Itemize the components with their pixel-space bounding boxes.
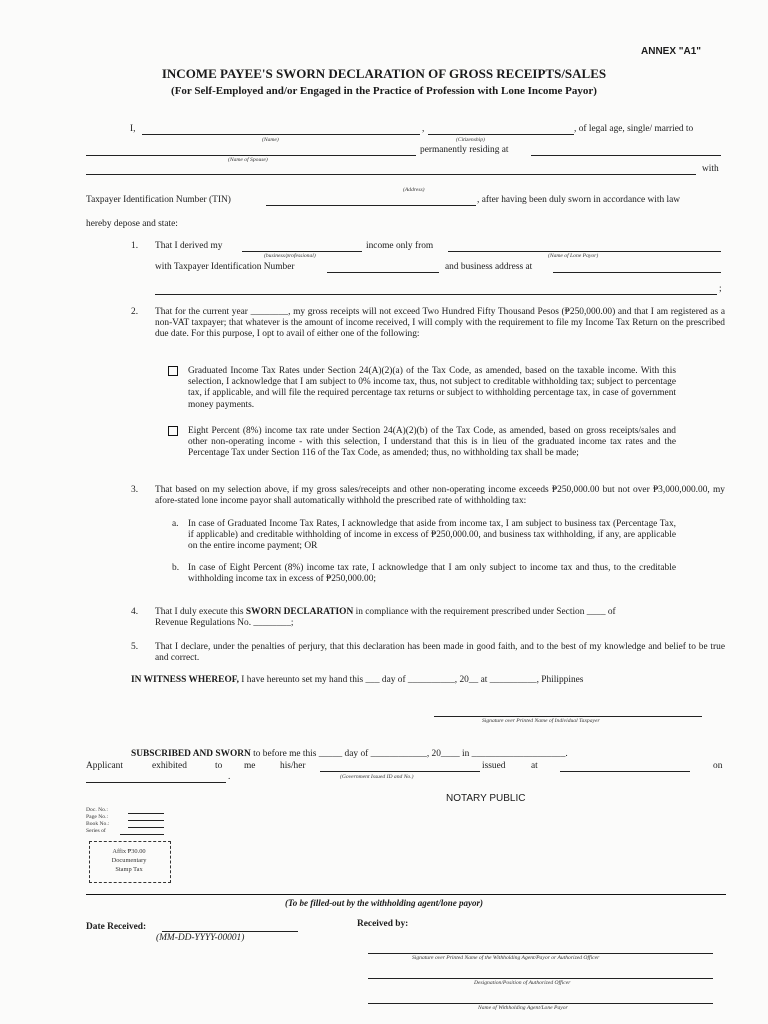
name-caption: (Name) [262,137,279,143]
item3-text: That based on my selection above, if my gross sales/receipts and other non-operating income exceeds ₱250,000.00 but not over ₱3,000,000.00, my afore-stated lone income payor shall automatically withhold the prescribed rate of withholding tax: [155,485,725,507]
legal-age-text: , of legal age, single/ married to [574,124,694,134]
graduated-rate-checkbox[interactable] [168,366,178,376]
tin-suffix: , after having been duly sworn in accordance with law [477,195,681,205]
stamp-text-3: Stamp Tax [115,866,143,873]
series-label: Series of [86,828,106,834]
designation-caption: Designation/Position of Authorized Officer [474,980,571,986]
item3-b-text: In case of Eight Percent (8%) income tax rate, I acknowledge that I am only subject to income tax and thus, to the creditable withholding income tax in excess of ₱250,000.00; [188,563,676,585]
citizenship-field[interactable] [428,134,574,135]
withholding-agent-caption: Name of Withholding Agent/Lone Payor [478,1005,568,1011]
book-no-label: Book No.: [86,821,110,827]
received-by-label: Received by: [357,919,409,929]
exhibited-text: exhibited [152,761,187,771]
authorized-officer-caption: Signature over Printed Name of the Withholding Agent/Payor or Authorized Officer [412,955,600,961]
item5-text: That I declare, under the penalties of perjury, that this declaration has been made in good faith, and to the best of my knowledge and belief to be true and correct. [155,642,725,664]
name-field[interactable] [142,134,420,135]
government-id-caption: (Government Issued ID and No.) [340,774,414,780]
item4-text: That I duly execute this SWORN DECLARATION in compliance with the requirement prescribed under Section ____ of [155,607,616,617]
to-text: to [215,761,223,771]
item1-num: 1. [131,241,139,251]
date-received-field[interactable] [162,931,298,932]
i-label: I, [130,124,136,134]
lone-payor-field[interactable] [448,251,721,252]
eight-percent-text: Eight Percent (8%) income tax rate under Section 24(A)(2)(b) of the Tax Code, as amended, based on gross receipts/sales and other non-operating income - with this selection, I understand that this is in lieu of the graduated income tax rates and the Percentage Tax under Section 116 of the Tax Code, as amended; thus, no withholding tax shall be made; [188,426,676,459]
with-text: with [702,164,719,174]
item4-text-2: Revenue Regulations No. ________; [155,618,294,628]
item1-end: ; [719,284,722,294]
item4-num: 4. [131,607,139,617]
doc-no-field[interactable] [128,813,164,814]
residing-text: permanently residing at [420,145,509,155]
citizenship-caption: (Citizenship) [456,137,485,143]
item3-b-label: b. [172,563,180,573]
series-field[interactable] [120,834,164,835]
government-id-field[interactable] [320,771,480,772]
item3-num: 3. [131,485,139,495]
withholding-agent-name-field[interactable] [368,1003,713,1004]
on-text: on [713,761,723,771]
authorized-officer-signature-field[interactable] [368,953,713,954]
item5-num: 5. [131,642,139,652]
page-no-label: Page No.: [86,814,109,820]
tin-label: Taxpayer Identification Number (TIN) [86,195,231,205]
page-subtitle: (For Self-Employed and/or Engaged in the Practice of Profession with Lone Income Payor) [171,85,597,97]
agent-section-header: (To be filled-out by the withholding agent/lone payor) [285,898,483,908]
payor-address-field-2[interactable] [155,294,717,295]
designation-field[interactable] [368,978,713,979]
issued-at-field[interactable] [560,771,690,772]
item2-text: That for the current year ________, my gross receipts will not exceed Two Hundred Fifty Thousand Pesos (₱250,000.00) and that I am registered as a non-VAT taxpayer; that whatever is the amount of income received, I will comply with the requirement to file my Income Tax Return on the prescribed due date. For this purpose, I opt to avail of either one of the following: [155,307,725,340]
payor-address-field[interactable] [553,272,721,273]
issued-text: issued [482,761,506,771]
item1-tin-text: with Taxpayer Identification Number [155,262,295,272]
sworn-declaration-form: ANNEX "A1" INCOME PAYEE'S SWORN DECLARATION OF GROSS RECEIPTS/SALES (For Self-Employed and/or Engaged in the Practice of Profession with Lone Income Payor) I, , , of legal age, single/ married to (Name) (Citizenship) permanently residing at (Name of Spouse) with (Address) Taxpayer Identification Number (TIN) , after having been duly sworn in accordance with law hereby depose and state: 1. That I derived my income only from (business/professional) (Name of Lone Payor) with Taxpayer Identification Number and business address at ; 2. That for the current year ________, my gross receipts will not exceed Two Hundred Fifty Thousand Pesos (₱250,000.00) and that I am registered as a non-VAT taxpayer; that whatever is the amount of income received, I will comply with the requirement to file my Income Tax Return on the prescribed due date. For this purpose, I opt to avail of either one of the following: Graduated Income Tax Rates under Section 24(A)(2)(a) of the Tax Code, as amended, based on the taxable income. With this selection, I acknowledge that I am subject to 0% income tax, thus, not subject to creditable withholding tax; subject to percentage tax, if applicable, and will file the required percentage tax returns or subject to withholding percentage tax, in case of government money payments. Eight Percent (8%) income tax rate under Section 24(A)(2)(b) of the Tax Code, as amended, based on gross receipts/sales and other non-operating income - with this selection, I understand that this is in lieu of the graduated income tax rates and the Percentage Tax under Section 116 of the Tax Code, as amended; thus, no withholding tax shall be made; 3. That based on my selection above, if my gross sales/receipts and other non-operating income exceeds ₱250,000.00 but not over ₱3,000,000.00, my afore-stated lone income payor shall automatically withhold the prescribed rate of withholding tax: a. In case of Graduated Income Tax Rates, I acknowledge that aside from income tax, I am subject to business tax (Percentage Tax, if applicable) and creditable withholding of income in excess of ₱250,000.00, and business tax withholding, if any, are applicable on the entire income payment; OR b. In case of Eight Percent (8%) income tax rate, I acknowledge that I am only subject to income tax and thus, to the creditable withholding income tax in excess of ₱250,000.00; 4. That I duly execute this SWORN DECLARATION in compliance with the requirement prescribed under Section ____ of Revenue Regulations No. ________; 5. That I declare, under the penalties of perjury, that this declaration has been made in good faith, and to the best of my knowledge and belief to be true and correct. IN WITNESS WHEREOF, I have hereunto set my hand this ___ day of __________, 20__ at __________, Philippines Signature over Printed Name of Individual Taxpayer SUBSCRIBED AND SWORN to before me this _____ day of ____________, 20____ in ____________________. Applicant exhibited to me his/her issued at on . (Government Issued ID and No.) NOTARY PUBLIC Doc. No.: Page No.: Book No.: Series of Affix ₱30.00 Documentary Stamp Tax (To be filled-out by the withholding agent/lone payor) Date Received: (MM-DD-YYYY-00001) Received by: Signature over Printed Name of the Withholding Agent/Payor or Authorized Officer Designation/Position of Authorized Officer Name of Withholding Agent/Lone Payor [0,0,768,1024]
item2-num: 2. [131,307,139,317]
taxpayer-signature-field[interactable] [434,716,702,717]
issued-on-field[interactable] [86,782,226,783]
item1-address-text: and business address at [445,262,533,272]
applicant-text: Applicant [86,761,123,771]
date-format-hint: (MM-DD-YYYY-00001) [156,933,245,943]
eight-percent-checkbox[interactable] [168,426,178,436]
tin-field[interactable] [266,205,476,206]
me-text: me [244,761,256,771]
notary-public-label: NOTARY PUBLIC [446,793,526,804]
depose-text: hereby depose and state: [86,219,178,229]
annex-label: ANNEX "A1" [641,46,702,57]
address-field[interactable] [86,174,696,175]
taxpayer-signature-caption: Signature over Printed Name of Individual Taxpayer [482,718,600,724]
business-field[interactable] [242,251,362,252]
witness-text: IN WITNESS WHEREOF, I have hereunto set my hand this ___ day of __________, 20__ at __________, Philippines [131,675,584,685]
at-text: at [531,761,538,771]
page-title: INCOME PAYEE'S SWORN DECLARATION OF GROSS RECEIPTS/SALES [161,66,607,81]
doc-no-label: Doc. No.: [86,807,108,813]
subscribed-text: SUBSCRIBED AND SWORN to before me this _____ day of ____________, 20____ in ____________________. [131,749,568,759]
spouse-field[interactable] [86,155,416,156]
stamp-text-1: Affix ₱30.00 [112,848,146,855]
stamp-text-2: Documentary [111,857,147,864]
address-caption: (Address) [403,187,425,193]
payor-caption: (Name of Lone Payor) [548,253,599,259]
item1-text-a: That I derived my [155,241,223,251]
date-received-label: Date Received: [86,922,147,932]
payor-tin-field[interactable] [327,272,439,273]
business-caption: (business/professional) [264,253,316,259]
item3-a-label: a. [172,519,179,529]
section-divider [86,894,726,895]
spouse-caption: (Name of Spouse) [228,157,268,163]
residence-field[interactable] [531,155,721,156]
page-no-field[interactable] [128,820,164,821]
item1-text-b: income only from [366,241,434,251]
his-her-text: his/her [280,761,306,771]
book-no-field[interactable] [128,827,164,828]
graduated-rate-text: Graduated Income Tax Rates under Section 24(A)(2)(a) of the Tax Code, as amended, based on the taxable income. With this selection, I acknowledge that I am subject to 0% income tax, thus, not subject to creditable withholding tax; subject to percentage tax, if applicable, and will file the required percentage tax returns or subject to withholding percentage tax, in case of government money payments. [188,366,676,410]
item3-a-text: In case of Graduated Income Tax Rates, I acknowledge that aside from income tax, I am subject to business tax (Percentage Tax, if applicable) and creditable withholding of income in excess of ₱250,000.00, and business tax withholding, if any, are applicable on the entire income payment; OR [188,519,676,552]
period-text: . [228,772,231,782]
